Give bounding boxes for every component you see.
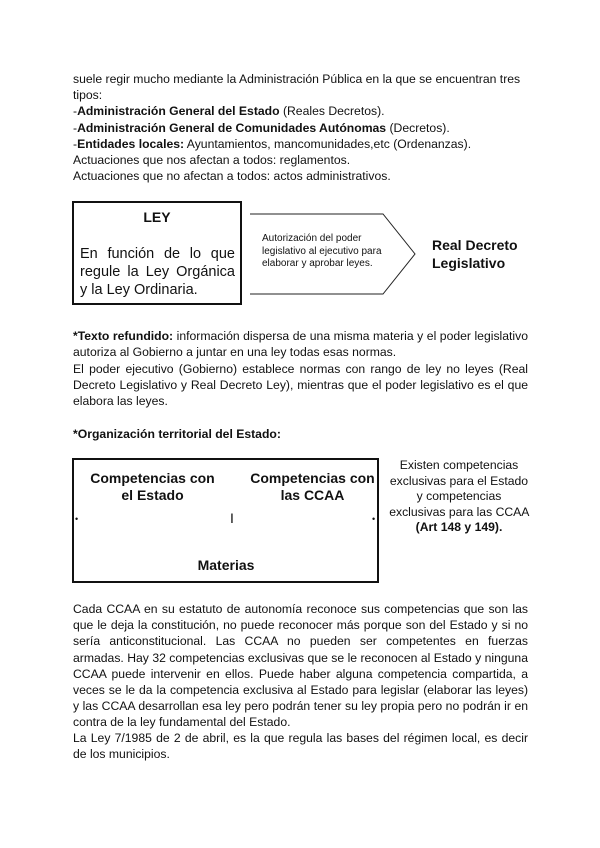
ley-body: En función de lo que regule la Ley Orgánica y la Ley Ordinaria. xyxy=(80,246,235,298)
arrow-text: Autorización del poder legislativo al ejecutivo para elaborar y aprobar leyes. xyxy=(262,233,382,269)
list-item-rest: (Decretos). xyxy=(386,121,450,135)
line-actuaciones-no-afectan: Actuaciones que no afectan a todos: actos administrativos. xyxy=(73,169,391,183)
real-decreto-legislativo-label: Real Decreto Legislativo xyxy=(432,237,518,271)
left-tick-mark: • xyxy=(75,514,79,524)
intro-line-1: suele regir mucho mediante la Administración Pública en la que se encuentran tres xyxy=(73,72,521,86)
texto-refundido-label: *Texto refundido: xyxy=(73,329,174,343)
competencias-estado-label: Competencias con el Estado xyxy=(90,470,215,503)
divider-mark: I xyxy=(230,510,234,526)
list-item-administracion-estado xyxy=(73,103,528,119)
side-note-articles: (Art 148 y 149). xyxy=(415,520,503,534)
intro-line-2: tipos: xyxy=(73,88,103,102)
organizacion-heading: *Organización territorial del Estado: xyxy=(73,427,281,441)
side-note-text: Existen competencias exclusivas para el Estado y competencias exclusivas para las CCAA xyxy=(389,458,529,519)
competencias-ccaa-label: Competencias con las CCAA xyxy=(250,470,375,503)
right-tick-mark: • xyxy=(372,514,376,524)
materias-label: Materias xyxy=(197,557,255,573)
texto-refundido-text: información dispersa de una misma materia y el poder legislativo autoriza al Gobierno a juntar en una ley todas esas normas. xyxy=(73,329,528,359)
texto-refundido-paragraph xyxy=(73,328,528,360)
ley-7-1985-paragraph: La Ley 7/1985 de 2 de abril, es la que regula las bases del régimen local, es decir de los municipios. xyxy=(73,731,528,762)
list-item-prefix: - xyxy=(73,137,78,151)
list-item-entidades-locales xyxy=(73,136,528,152)
ccaa-estatuto-paragraph: Cada CCAA en su estatuto de autonomía reconoce sus competencias que son las que le deja la constitución, no puede reconocer más porque son del Estado y si no sería anticonstitucional. Las CCAA no pueden ser competentes en fuerzas armadas. Hay 32 competencias exclusivas que se le reconocen al Estado y ninguna CCAA puede intervenir en ellos. Puede haber alguna competencia compartida, a veces se le da la competencia exclusiva al Estado para legislar (elaborar las leyes) y las CCAA desarrollan esa ley pero podrán tener su ley propia pero no podrán ir en contra de la ley fundamental del Estado. xyxy=(73,602,528,730)
poder-ejecutivo-paragraph: El poder ejecutivo (Gobierno) establece normas con rango de ley no leyes (Real Decreto Legislativo y Real Decreto Ley), mientras que el poder legislativo es el que elabora las leyes. xyxy=(73,362,528,408)
list-item-bold: Entidades locales: xyxy=(77,137,185,151)
list-item-prefix: - xyxy=(73,121,78,135)
list-item-bold: Administración General de Comunidades Autónomas xyxy=(77,121,387,135)
list-item-bold: Administración General del Estado xyxy=(77,104,280,118)
list-item-administracion-ccaa xyxy=(73,120,528,136)
competencias-side-note xyxy=(389,458,529,536)
list-item-rest: (Reales Decretos). xyxy=(279,104,385,118)
list-item-prefix: - xyxy=(73,104,78,118)
ley-title: LEY xyxy=(143,209,171,225)
line-actuaciones-afectan: Actuaciones que nos afectan a todos: reglamentos. xyxy=(73,153,351,167)
list-item-rest: Ayuntamientos, mancomunidades,etc (Ordenanzas). xyxy=(184,137,472,151)
